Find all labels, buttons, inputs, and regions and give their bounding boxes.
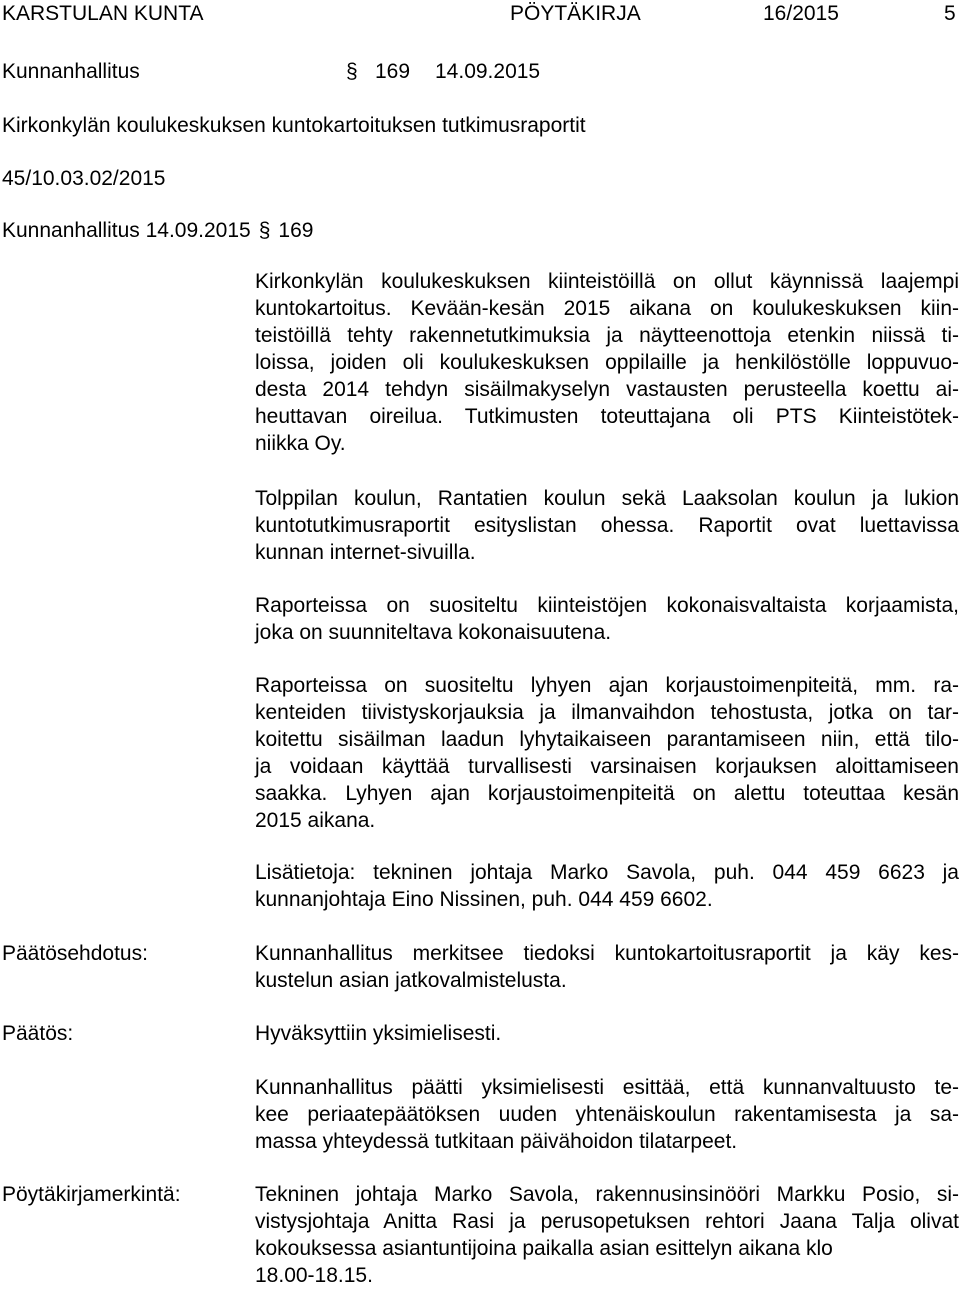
text-line: kustelun asian jatkovalmistelusta. xyxy=(255,969,567,992)
text-line: kunnanjohtaja Eino Nissinen, puh. 044 459 6602. xyxy=(255,888,713,911)
minutes-note-label: Pöytäkirjamerkintä: xyxy=(2,1183,181,1206)
meeting-date: 14.09.2015 xyxy=(435,60,541,83)
text-line: 18.00-18.15. xyxy=(255,1264,373,1287)
text-line: Tolppilan koulun, Rantatien koulun sekä Laaksolan koulun ja lukion xyxy=(255,487,959,510)
text-line: teistöillä tehty rakennetutkimuksia ja näytteenottoja etenkin niissä ti- xyxy=(255,324,959,347)
text-line: kuntokartoitus. Kevään-kesän 2015 aikana on koulukeskuksen kiin- xyxy=(255,297,959,320)
text-line: loissa, joiden oli koulukeskuksen oppilaille ja henkilöstölle loppuvuo- xyxy=(255,351,959,374)
text-line: Tekninen johtaja Marko Savola, rakennusinsinööri Markku Posio, si- xyxy=(255,1183,959,1206)
text-line: koitettu sisäilman laadun lyhytaikaiseen parantamiseen niin, että tilo- xyxy=(255,728,959,751)
organization-name: KARSTULAN KUNTA xyxy=(2,2,204,25)
text-line: Kunnanhallitus merkitsee tiedoksi kuntokartoitusraportit ja käy kes- xyxy=(255,942,959,965)
text-line: kenteiden tiivistyskorjauksia ja ilmanvaihdon tehostusta, jotka on tar- xyxy=(255,701,959,724)
paragraph-4 xyxy=(255,672,959,834)
decision-label: Päätös: xyxy=(2,1022,74,1045)
history-body: Kunnanhallitus 14.09.2015 xyxy=(2,219,251,242)
paragraph-2 xyxy=(255,485,959,566)
text-line: vistysjohtaja Anitta Rasi ja perusopetuksen rehtori Jaana Talja olivat xyxy=(255,1210,959,1233)
text-line: desta 2014 tehdyn sisäilmakyselyn vastausten perusteella koettu ai- xyxy=(255,378,959,401)
text-line: Raporteissa on suositeltu lyhyen ajan korjaustoimenpiteitä, mm. ra- xyxy=(255,674,959,697)
text-line: ja voidaan käyttää turvallisesti varsinaisen korjauksen aloittamiseen xyxy=(255,755,959,778)
paragraph-3 xyxy=(255,592,959,646)
issue-number: 16/2015 xyxy=(763,2,839,25)
subject-title: Kirkonkylän koulukeskuksen kuntokartoituksen tutkimusraportit xyxy=(2,114,586,137)
text-line: joka on suunniteltava kokonaisuutena. xyxy=(255,621,612,644)
paragraph-1 xyxy=(255,268,959,457)
text-line: Raporteissa on suositeltu kiinteistöjen kokonaisvaltaista korjaamista, xyxy=(255,594,959,617)
text-line: Kunnanhallitus päätti yksimielisesti esittää, että kunnanvaltuusto te- xyxy=(255,1076,959,1099)
text-line: massa yhteydessä tutkitaan päivähoidon tilatarpeet. xyxy=(255,1130,738,1153)
text-line: Lisätietoja: tekninen johtaja Marko Savola, puh. 044 459 6623 ja xyxy=(255,861,959,884)
history-line xyxy=(2,217,313,244)
history-section-sign: § xyxy=(258,219,271,242)
decision-text: Hyväksyttiin yksimielisesti. xyxy=(255,1022,502,1045)
minutes-note-text xyxy=(255,1181,959,1289)
decision-extra-text xyxy=(255,1074,959,1155)
meeting-line xyxy=(2,58,942,85)
text-line: niikka Oy. xyxy=(255,432,346,455)
text-line: kokouksessa asiantuntijoina paikalla asian esittelyn aikana klo xyxy=(255,1237,833,1260)
text-line: saakka. Lyhyen ajan korjaustoimenpiteitä on alettu toteuttaa kesän xyxy=(255,782,959,805)
text-line: kunnan internet-sivuilla. xyxy=(255,541,476,564)
text-line: Kirkonkylän koulukeskuksen kiinteistöillä on ollut käynnissä laajempi xyxy=(255,270,959,293)
section-number: 169 xyxy=(375,60,411,83)
decision-proposal-label: Päätösehdotus: xyxy=(2,942,148,965)
paragraph-5 xyxy=(255,859,959,913)
page-header xyxy=(0,0,960,27)
text-line: kuntotutkimusraportit esityslistan ohessa. Raportit ovat luettavissa xyxy=(255,514,959,537)
decision-proposal-text xyxy=(255,940,959,994)
document-type: PÖYTÄKIRJA xyxy=(510,2,641,25)
record-number: 45/10.03.02/2015 xyxy=(2,167,166,190)
meeting-body: Kunnanhallitus xyxy=(2,60,140,83)
text-line: heuttavan oireilua. Tutkimusten toteuttajana oli PTS Kiinteistötek- xyxy=(255,405,959,428)
page-number: 5 xyxy=(944,2,956,25)
text-line: 2015 aikana. xyxy=(255,809,376,832)
text-line: kee periaatepäätöksen uuden yhtenäiskoulun rakentamisesta ja sa- xyxy=(255,1103,959,1126)
section-sign: § xyxy=(346,60,358,83)
history-section: 169 xyxy=(278,219,314,242)
